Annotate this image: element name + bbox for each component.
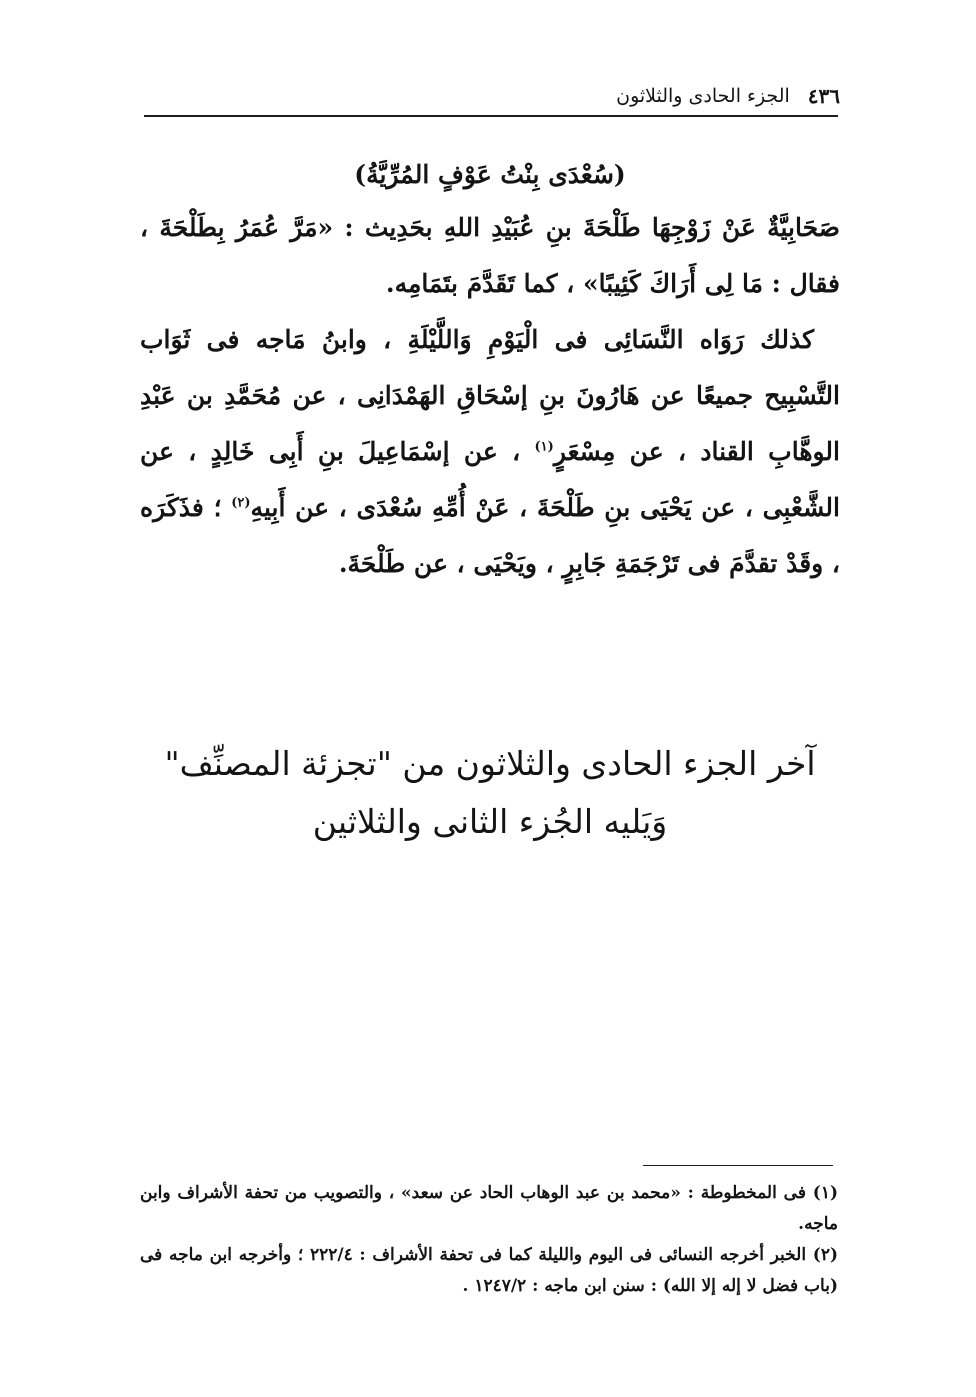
entry-paragraph-1: صَحَابِيَّةٌ عَنْ زَوْجِهَا طَلْحَةَ بنِ عُبَيْدِ اللهِ بحَدِيث : «مَرَّ عُمَرُ بِطَلْحَةَ ، فقال : مَا لِى أَرَاكَ كَئِيبًا» ، كما تَقَدَّمَ بتَمَامِه.: [140, 213, 840, 298]
page-number: ٤٣٦: [807, 84, 840, 108]
colophon-line-1: آخر الجزء الحادى والثلاثون من "تجزئة المصنِّف": [164, 744, 816, 783]
entry-heading: (سُعْدَى بِنْتُ عَوْفٍ المُرِّيَّةُ): [354, 160, 626, 189]
footnote-2: (٢) الخبر أخرجه النسائى فى اليوم والليلة كما فى تحفة الأشراف : ٢٢٢/٤ ؛ وأخرجه ابن ماجه فى (باب فضل لا إله إلا الله) : سنن ابن ماجه : ١٢٤٧/٢ .: [140, 1245, 838, 1296]
footnotes: [140, 1178, 838, 1302]
running-title: الجزء الحادى والثلاثون: [616, 85, 790, 107]
main-text: [140, 150, 840, 592]
header-rule: [144, 115, 838, 117]
entry-paragraph-2-part-a: كذلك رَوَاه النَّسَائِى فى الْيَوْمِ وَاللَّيْلَةِ ، وابنُ مَاجه فى ثَوَاب التَّسْبِيح جميعًا عن هَارُونَ بنِ إسْحَاقِ الهَمْدَانِى ، عن مُحَمَّدِ بن عَبْدِ الوهَّابِ القناد ، عن مِسْعَرٍ: [140, 325, 840, 466]
colophon: [160, 735, 820, 851]
footnote-marker-2: (٢): [231, 495, 251, 511]
footnote-1: (١) فى المخطوطة : «محمد بن عبد الوهاب الحاد عن سعد» ، والتصويب من تحفة الأشراف وابن ماجه.: [140, 1183, 838, 1234]
entry-paragraph-2-part-c: ؛ فذَكَرَه ، وقَدْ تقدَّمَ فى تَرْجَمَةِ جَابِرٍ ، ويَحْيَى ، عن طَلْحَةَ.: [140, 493, 840, 578]
entry-paragraph-2-part-b: ، عن إسْمَاعِيلَ بنِ أَبِى خَالِدٍ ، عن الشَّعْبِى ، عن يَحْيَى بنِ طَلْحَةَ ، عَنْ أُمِّهِ سُعْدَى ، عن أَبِيهِ: [140, 437, 840, 522]
running-head: [144, 80, 840, 112]
entry-paragraph-2: [140, 312, 840, 592]
colophon-line-2: وَيَليه الجُزء الثانى والثلاثين: [312, 802, 668, 841]
footnote-separator: [643, 1165, 833, 1166]
footnote-marker-1: (١): [534, 439, 554, 455]
